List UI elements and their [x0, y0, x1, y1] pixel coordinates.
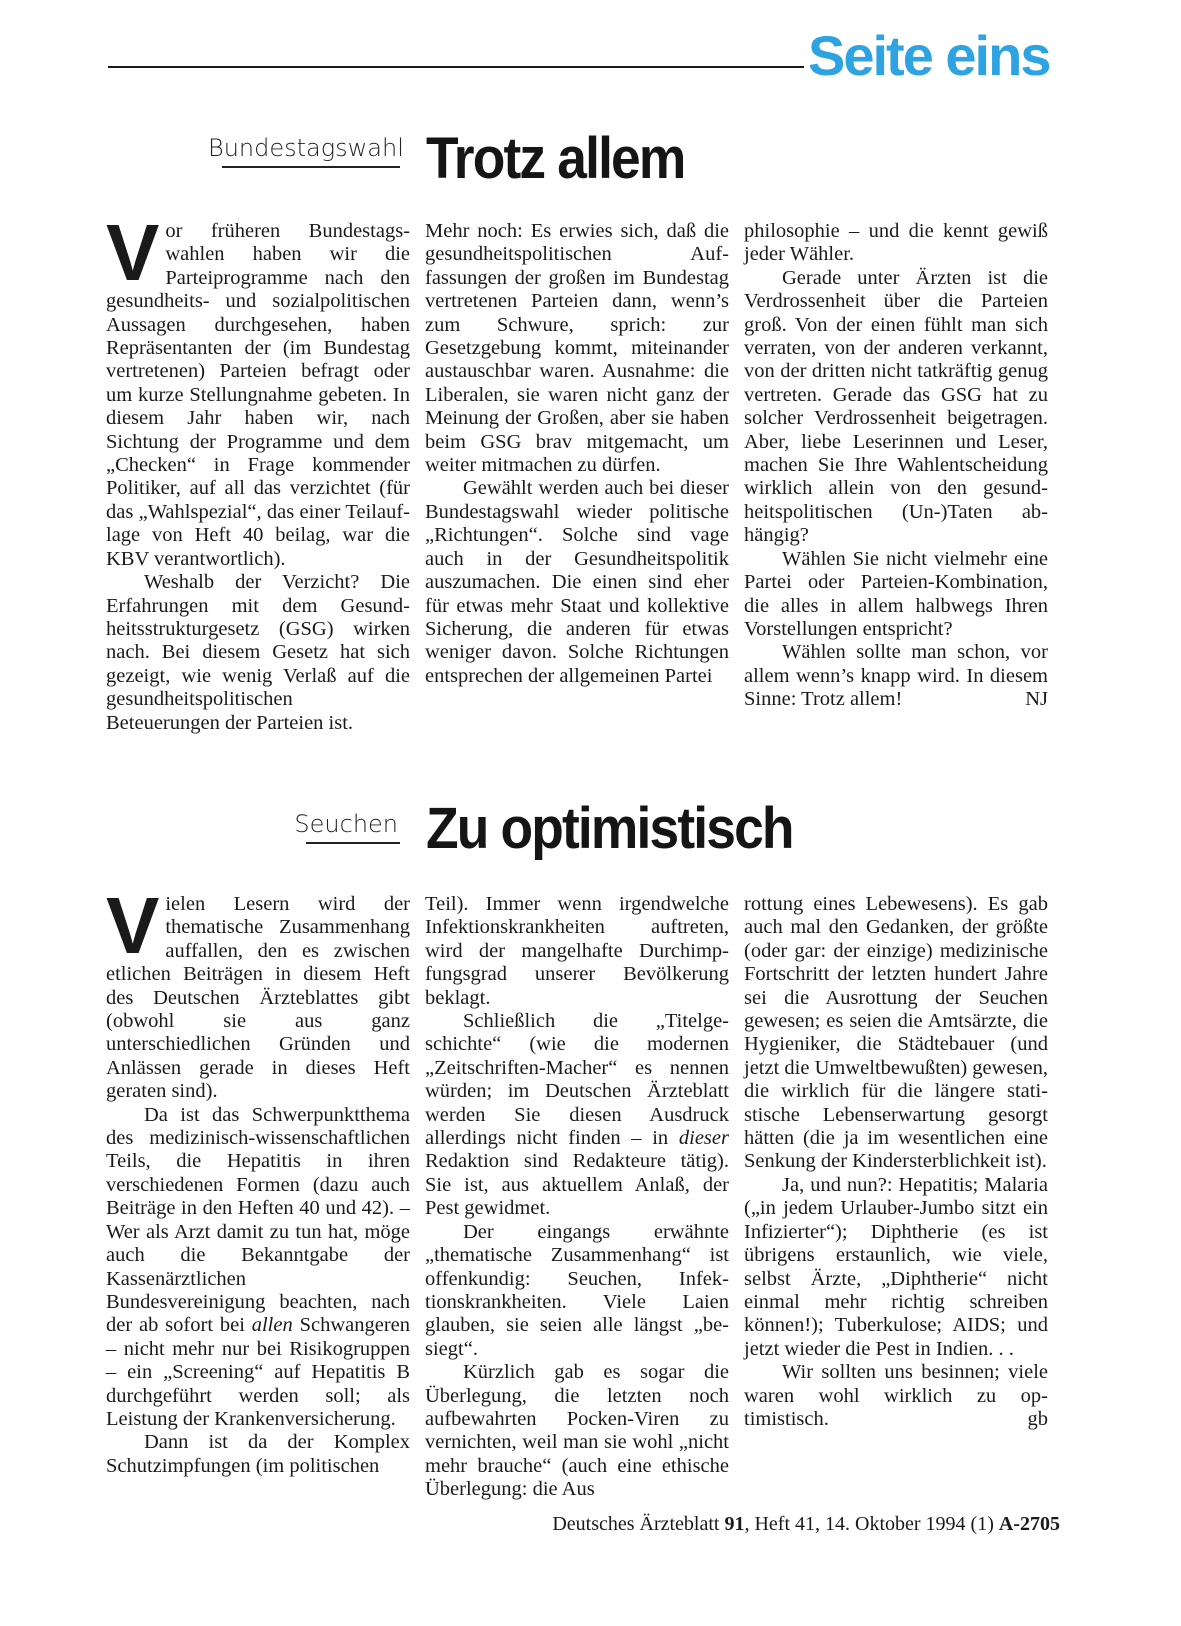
article1-column-3 [744, 220, 1048, 712]
article1-dropcap: V [106, 208, 160, 297]
article2-kicker: Seuchen [294, 810, 398, 838]
article1-paragraph: philosophie – und die kennt gewiß jeder Wähler. [744, 220, 1048, 266]
article1-column-1 [106, 208, 410, 735]
article2-emphasis: dieser [678, 1127, 729, 1150]
article1-headline: Trotz allem [426, 126, 685, 191]
header-rule [108, 66, 804, 68]
footer-page-number: A-2705 [998, 1513, 1060, 1535]
footer-issue: , Heft 41, 14. Oktober 1994 (1) [744, 1513, 994, 1535]
section-title: Seite eins [808, 24, 1050, 87]
article2-headline: Zu optimistisch [426, 796, 793, 861]
article1-paragraph: Wählen sollte man schon, vor allem wenn’s knapp wird. In diesem Sinne: Trotz allem! [744, 641, 1048, 711]
article2-dropcap: V [106, 881, 160, 970]
page-footer [540, 1513, 1060, 1536]
article1-kicker: Bundestagswahl [208, 134, 404, 162]
article2-emphasis: allen [251, 1314, 293, 1337]
article1-paragraph: Wählen Sie nicht vielmehr eine Partei oder Parteien-Kombination, die alles in allem halbwegs Ihren Vorstellungen entspricht? [744, 547, 1048, 640]
article2-paragraph: Wir sollten uns besinnen; viele waren wohl wirklich zu optimistisch. [744, 1361, 1048, 1430]
article2-column-3 [744, 893, 1048, 1431]
article1-paragraph: Weshalb der Verzicht? Die Erfahrungen mit dem Gesundheitsstrukturgesetz (GSG) wirken nach. Bei diesem Gesetz hat sich gezeigt, wie wenig Verlaß auf die gesundheitspolitischen Beteuerungen der Parteien ist. [106, 571, 410, 734]
article2-paragraph: Schwangeren – nicht mehr nur bei Risikogruppen – ein „Screening“ auf Hepatitis B durchgeführt werden soll; als Leistung der Krankenversicherung. [106, 1314, 411, 1430]
article2-paragraph: Kürzlich gab es sogar die Überlegung, die letzten noch aufbewahrten Pocken-Viren zu vernichten, weil man sie wohl „nicht mehr brauche“ (auch eine ethische Überlegung: die Aus [425, 1361, 729, 1501]
article2-paragraph: Schließlich die „Titelgeschichte“ (wie die modernen „Zeitschriften-Macher“ es nennen würden; im Deutschen Ärzteblatt werden Sie diesen Ausdruck allerdings nicht finden – in [425, 1010, 729, 1150]
article2-kicker-rule [306, 842, 400, 844]
article2-paragraph: Teil). Immer wenn irgendwelche Infektionskrankheiten auftreten, wird der mangelhafte Durchimpfungsgrad unserer Bevölkerung beklagt. [425, 893, 729, 1009]
article2-column-2 [425, 893, 729, 1502]
article2-paragraph: Der eingangs erwähnte „thematische Zusammenhang“ ist offenkundig: Seuchen, Infektionskrankheiten. Viele Laien glauben, sie seien alle längst „besiegt“. [425, 1220, 729, 1360]
article2-paragraph: rottung eines Lebewesens). Es gab auch mal den Gedanken, der größte (oder gar: der einzige) medizinische Fortschritt der letzten hundert Jahre sei die Ausrottung der Seuchen gewesen; es seien die Amtsärzte, die Hygieniker, die Städtebauer (und jetzt die Umweltbewußten) gewesen, die wirklich für die längere statistische Lebenserwartung gesorgt hätten (die ja im wesentlichen eine Senkung der Kindersterblichkeit ist). [744, 893, 1048, 1173]
article2-paragraph: Ja, und nun?: Hepatitis; Malaria („in jedem Urlauber-Jumbo sitzt ein Infizierter“); Diphtherie (es ist übrigens erstaunlich, wie viele, selbst Ärzte, „Diphtherie“ nicht einmal mehr richtig schreiben können!); Tuberkulose; AIDS; und jetzt wieder die Pest in Indien. . . [744, 1173, 1048, 1360]
article1-paragraph: or früheren Bundestagswahlen haben wir die Parteiprogramme nach den gesundheits- und sozialpolitischen Aussagen durchgesehen, haben Repräsentanten der (im Bundestag vertretenen) Parteien befragt oder um kurze Stellungnahme gebeten. In diesem Jahr haben wir, nach Sichtung der Programme und dem „Checken“ in Frage kommender Politiker, auf all das verzichtet (für das „Wahlspezial“, das einer Teilauflage von Heft 40 beilag, war die KBV verantwortlich). [106, 220, 410, 570]
article2-paragraph: Redaktion sind Redakteure tätig). Sie ist, aus aktuellem Anlaß, der Pest gewidmet. [425, 1150, 729, 1220]
article2-paragraph: Dann ist da der Komplex Schutzimpfungen (im politischen [106, 1431, 410, 1477]
article1-column-2 [425, 220, 729, 688]
article2-signature: gb [1027, 1407, 1048, 1430]
footer-volume: 91 [724, 1513, 745, 1535]
article1-paragraph: Gewählt werden auch bei dieser Bundestagswahl wieder politische „Richtungen“. Solche sind vage auch in der Gesundheitspolitik auszumachen. Die einen sind eher für etwas mehr Staat und kollektive Sicherung, die anderen für etwas weniger davon. Solche Richtungen entsprechen der allgemeinen Partei [425, 477, 729, 687]
article2-column-1 [106, 881, 411, 1478]
article1-kicker-rule [222, 166, 400, 168]
footer-journal: Deutsches Ärzteblatt [552, 1513, 720, 1535]
article2-paragraph: ielen Lesern wird der thematische Zusammenhang auffallen, den es zwischen etlichen Beiträgen in diesem Heft des Deutschen Ärzteblattes gibt (obwohl sie aus ganz unterschiedlichen Gründen und Anlässen gerade in dieses Heft geraten sind). [106, 893, 410, 1103]
article2-paragraph: Da ist das Schwerpunktthema des medizinisch-wissenschaftlichen Teils, die Hepatitis in ihren verschiedenen Formen (dazu auch Beiträge in den Heften 40 und 42). – Wer als Arzt damit zu tun hat, möge auch die Bekanntgabe der Kassenärztlichen Bundesvereinigung beachten, nach der ab sofort bei [106, 1103, 410, 1337]
article1-signature: NJ [1025, 688, 1048, 711]
article1-paragraph: Mehr noch: Es erwies sich, daß die gesundheitspolitischen Auffassungen der großen im Bundestag vertretenen Parteien dann, wenn’s zum Schwure, sprich: zur Gesetzgebung kommt, miteinander austauschbar waren. Ausnahme: die Liberalen, sie waren nicht ganz der Meinung der Großen, aber sie haben beim GSG brav mitgemacht, um weiter mitmachen zu dürfen. [425, 220, 729, 477]
article1-paragraph: Gerade unter Ärzten ist die Verdrossenheit über die Parteien groß. Von der einen fühlt man sich verraten, von der anderen verkannt, von der dritten nicht tatkräftig genug vertreten. Gerade das GSG hat zu solcher Verdrossenheit beigetragen. Aber, liebe Leserinnen und Leser, machen Sie Ihre Wahlentscheidung wirklich allein von den gesundheitspolitischen (Un-)Taten abhängig? [744, 266, 1048, 547]
